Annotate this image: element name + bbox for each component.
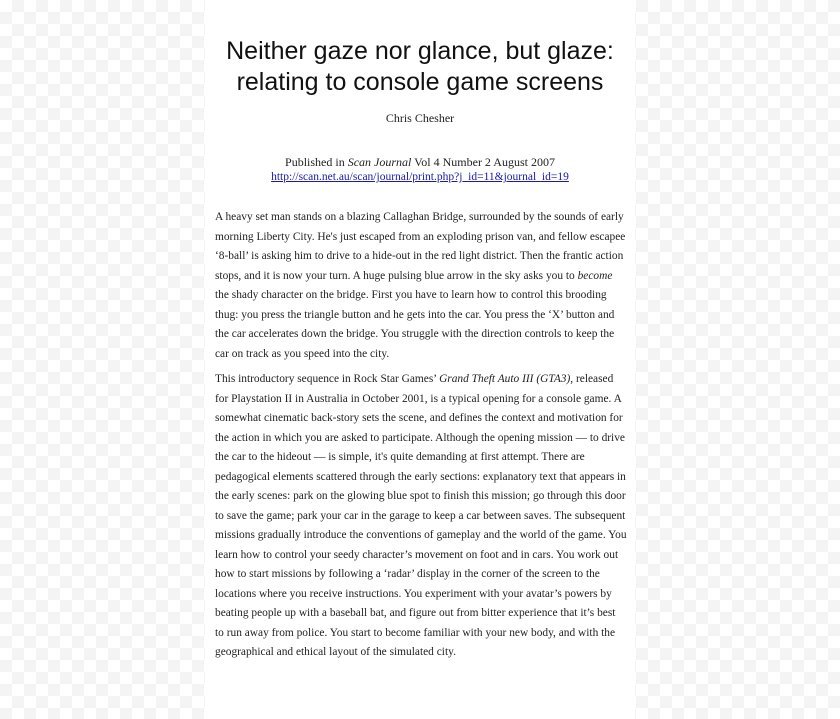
paper-title (205, 36, 635, 98)
paragraph-2-emphasis: Grand Theft Auto III (GTA3) (439, 373, 571, 385)
publication-info (205, 155, 635, 185)
publication-line (205, 155, 635, 170)
journal-name: Scan Journal (347, 155, 412, 169)
paragraph-2-text-a: This introductory sequence in Rock Star Games’ (215, 373, 440, 385)
article-body (215, 208, 627, 669)
document-page (205, 0, 635, 719)
paragraph-1-emphasis: become (577, 269, 613, 282)
published-prefix: Published in (285, 155, 348, 169)
journal-url-link[interactable]: http://scan.net.au/scan/journal/print.php?j_id=11&journal_id=19 (271, 171, 569, 183)
paragraph-2-text-b: , released for Playstation II in Australia in October 2001, is a typical opening for a console game. A somewhat cinematic back-story sets the scene, and defines the context and motivation for the action in which you are asked to participate. Although the opening mission — to drive the car to the hideout — is simple, it's quite demanding at first attempt. There are pedagogical elements scattered through the early sections: explanatory text that appears in the early scenes: park on the glowing blue spot to finish this mission; go through this door to save the game; park your car in the garage to keep a car between saves. The subsequent missions gradually introduce the conventions of gameplay and the world of the game. You learn how to control your seedy character’s movement on foot and in cars. You work out how to start missions by following a ‘radar’ display in the corner of the screen to the locations where you receive instructions. You experiment with your avatar’s powers by beating people up with a baseball bat, and figure out from bitter experience that it’s best to run away from police. You start to become familiar with your new body, and with the geographical and ethical layout of the simulated city. (215, 373, 627, 658)
paragraph-1-text-a: A heavy set man stands on a blazing Callaghan Bridge, surrounded by the sounds of early morning Liberty City. He's just escaped from an exploding prison van, and fellow escapee ‘8-ball’ is asking him to drive to a hide-out in the red light district. Then the frantic action stops, and it is now your turn. A huge pulsing blue arrow in the sky asks you to (215, 211, 626, 282)
author-name: Chris Chesher (385, 111, 455, 125)
paragraph-1 (215, 208, 627, 364)
paragraph-2 (215, 370, 627, 663)
title-line-2: relating to console game screens (236, 68, 604, 96)
published-suffix: Vol 4 Number 2 August 2007 (411, 155, 555, 169)
paragraph-1-text-b: the shady character on the bridge. First you have to learn how to control this brooding thug: you press the triangle button and he gets into the car. You press the ‘X’ button and the car accelerates down the bridge. You struggle with the direction controls to keep the car on track as you speed into the city. (215, 289, 615, 360)
title-line-1: Neither gaze nor glance, but glaze: (226, 37, 614, 65)
